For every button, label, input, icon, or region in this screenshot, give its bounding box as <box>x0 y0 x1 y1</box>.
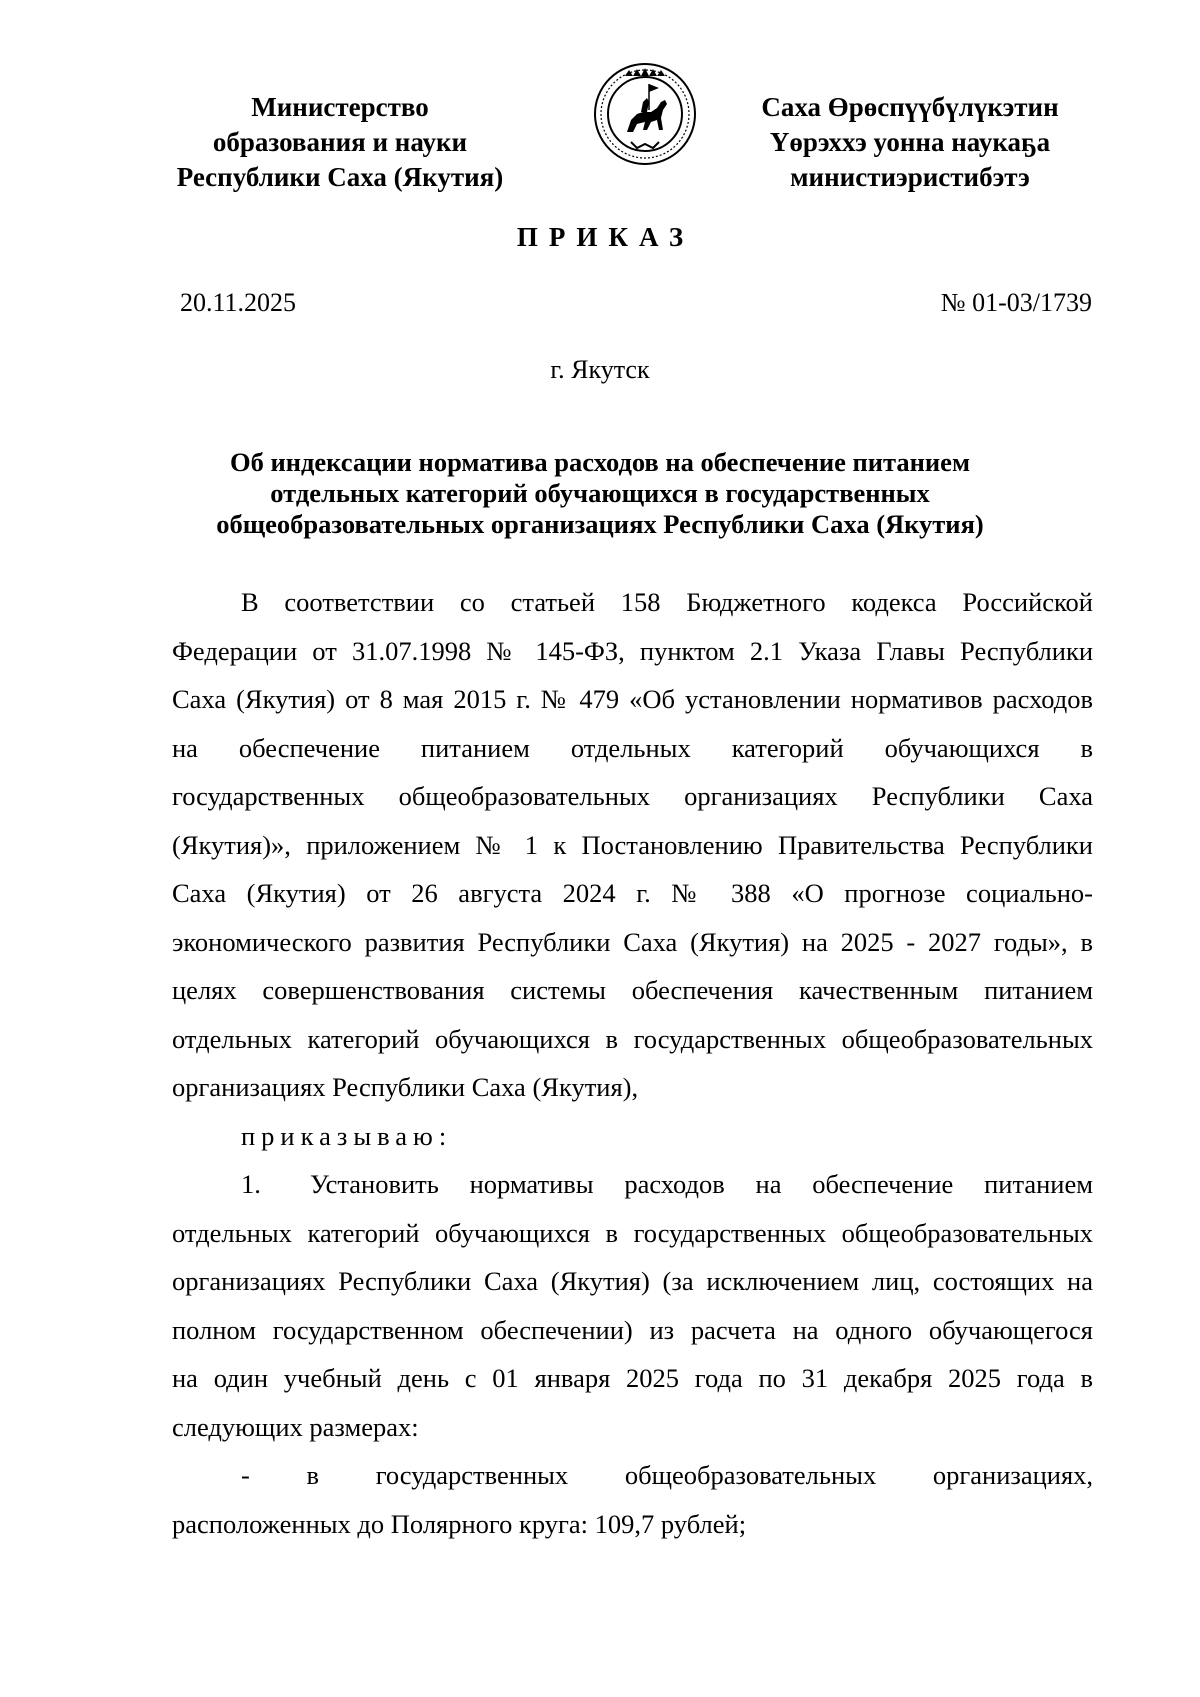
item-1-line: отдельных категорий обучающихся в государственных общеобразовательных <box>172 1217 1093 1248</box>
subject-line: отдельных категорий обучающихся в государственных <box>270 478 930 508</box>
preamble-line: на обеспечение питанием отдельных категорий обучающихся в <box>172 732 1093 763</box>
bullet-dash: - <box>241 1460 250 1490</box>
bullet-word: организациях, <box>932 1460 1093 1490</box>
order-date: 20.11.2025 <box>180 288 297 317</box>
preamble-line: организациях Республики Саха (Якутия), <box>172 1072 639 1102</box>
preamble-line: (Якутия)», приложением № 1 к Постановлению Правительства Республики <box>172 829 1093 860</box>
bullet-word: государственных <box>375 1460 569 1490</box>
header-left-line: образования и науки <box>212 127 468 157</box>
preamble-line: Саха (Якутия) от 26 августа 2024 г. № 388 «О прогнозе социально- <box>172 878 1093 908</box>
item-1-line: на один учебный день с 01 января 2025 года по 31 декабря 2025 года в <box>172 1363 1093 1393</box>
preamble-line: В соответствии со статьей 158 Бюджетного кодекса Российской <box>241 587 1093 617</box>
header-right-line: Саха Өрөспүүбүлүкэтин <box>761 92 1059 122</box>
order-subject <box>150 447 1050 540</box>
ministry-name-russian <box>170 90 510 195</box>
header-left-line: Республики Саха (Якутия) <box>176 162 504 192</box>
subject-line: Об индексации норматива расходов на обеспечение питанием <box>229 447 970 477</box>
bullet-word: общеобразовательных <box>624 1460 877 1490</box>
preamble-line: Саха (Якутия) от 8 мая 2015 г. № 479 «Об установлении нормативов расходов <box>172 684 1093 714</box>
preamble-line: государственных общеобразовательных организациях Республики Саха <box>172 781 1093 811</box>
preamble-line: Федерации от 31.07.1998 № 145-ФЗ, пунктом 2.1 Указа Главы Республики <box>172 635 1093 666</box>
item-1-first-line <box>172 1160 1093 1209</box>
order-city: г. Якутск <box>550 355 650 384</box>
order-directive <box>172 1112 1093 1161</box>
bullet-1-line: расположенных до Полярного круга: 109,7 рублей; <box>172 1508 747 1539</box>
item-1-text: Установить нормативы расходов на обеспечение питанием <box>310 1169 1093 1199</box>
preamble-line: экономического развития Республики Саха (Якутия) на 2025 - 2027 годы», в <box>172 926 1093 957</box>
bullet-1-first-line <box>172 1451 1093 1500</box>
order-directive-text: приказываю: <box>241 1120 453 1151</box>
order-body <box>172 578 1093 1548</box>
item-1-line: следующих размерах: <box>172 1411 419 1442</box>
bullet-word: в <box>306 1460 320 1490</box>
document-type-title: ПРИКАЗ <box>516 222 695 252</box>
item-number: 1. <box>241 1169 261 1199</box>
order-number: № 01-03/1739 <box>940 288 1092 317</box>
header-left-line: Министерство <box>251 92 429 122</box>
header-right-line: Үөрэххэ уонна наукаҕа <box>769 127 1051 157</box>
item-1-line: полном государственном обеспечении) из расчета на одного обучающегося <box>172 1314 1093 1345</box>
preamble-line: целях совершенствования системы обеспечения качественным питанием <box>172 975 1093 1005</box>
subject-line: общеобразовательных организациях Республики Саха (Якутия) <box>216 509 984 539</box>
ministry-name-sakha <box>740 90 1080 195</box>
header-right-line: министиэристибэтэ <box>790 162 1030 192</box>
item-1-line: организациях Республики Саха (Якутия) (за исключением лиц, состоящих на <box>172 1266 1093 1296</box>
preamble-line: отдельных категорий обучающихся в государственных общеобразовательных <box>172 1023 1093 1054</box>
sakha-coat-of-arms-icon <box>593 62 697 166</box>
